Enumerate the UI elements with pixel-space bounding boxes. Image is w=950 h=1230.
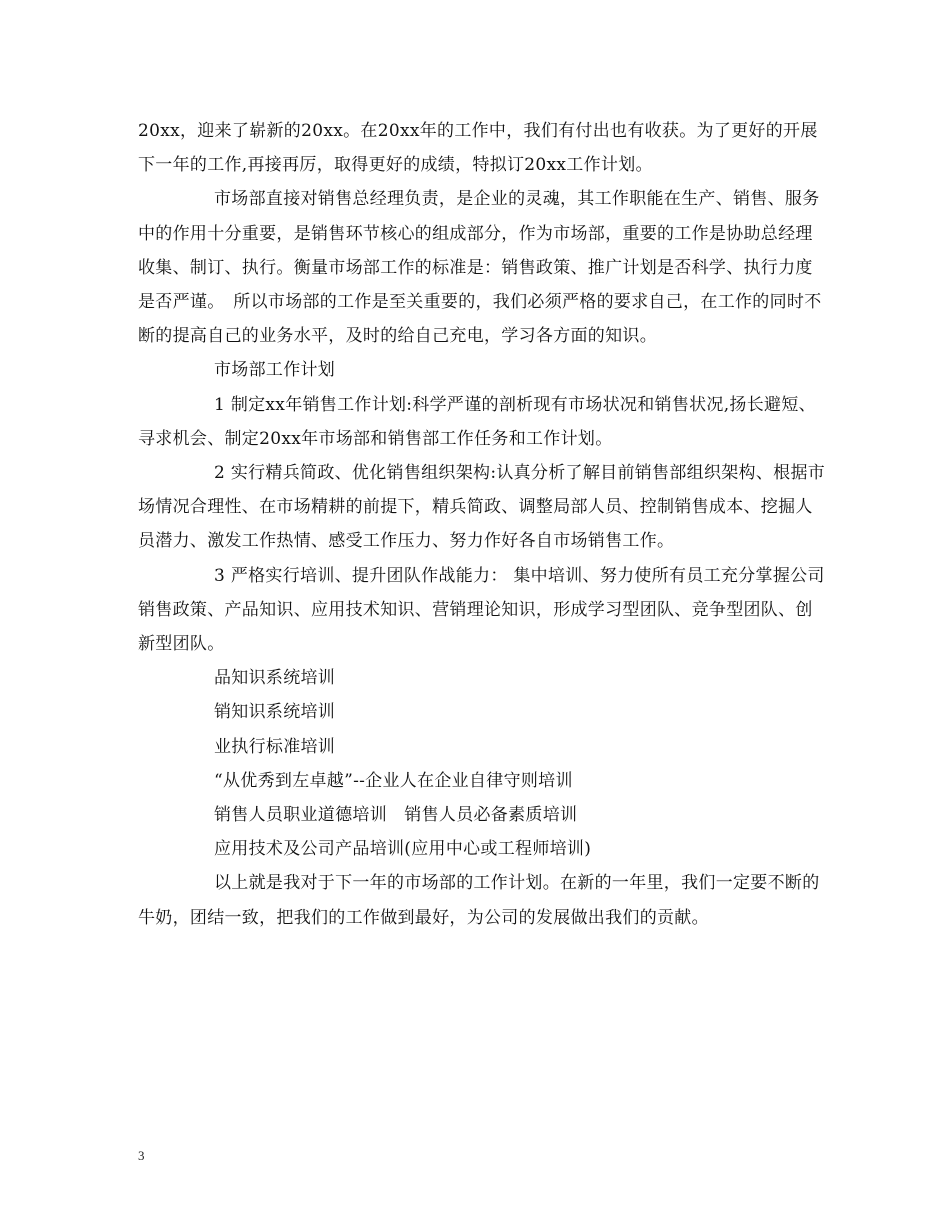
plan-item-3: 3 严格实行培训、提升团队作战能力： 集中培训、努力使所有员工充分掌握公司销售政策、产品知识、应用技术知识、营销理论知识，形成学习型团队、竞争型团队、创新型团队。	[138, 565, 825, 655]
plan-item-2: 2 实行精兵简政、优化销售组织架构:认真分析了解目前销售部组织架构、根据市场情况合理性、在市场精耕的前提下，精兵简政、调整局部人员、控制销售成本、挖掘人员潜力、激发工作热情、感受工作压力、努力作好各自市场销售工作。	[138, 463, 826, 552]
training-item-sales-knowledge: 销知识系统培训	[214, 702, 336, 723]
paragraph-intro: 20xx，迎来了崭新的20xx。在20xx年的工作中，我们有付出也有收获。为了更好的开展下一年的工作,再接再厉，取得更好的成绩，特拟订20xx工作计划。	[138, 121, 818, 176]
page-number: 3	[138, 1148, 145, 1163]
training-item-technology-products: 应用技术及公司产品培训(应用中心或工程师培训)	[214, 839, 592, 860]
paragraph-market-department-role: 市场部直接对销售总经理负责，是企业的灵魂，其工作职能在生产、销售、服务中的作用十分重要，是销售环节核心的组成部分，作为市场部，重要的工作是协助总经理收集、制订、执行。衡量市场部工作的标准是：销售政策、推广计划是否科学、执行力度是否严谨。 所以市场部的工作是至关重要的，我们必须严格的要求自己，在工作的同时不断的提高自己的业务水平，及时的给自己充电，学习各方面的知识。	[138, 189, 822, 347]
training-item-excellence: “从优秀到左卓越”--企业人在企业自律守则培训	[214, 770, 573, 791]
paragraph-conclusion: 以上就是我对于下一年的市场部的工作计划。在新的一年里，我们一定要不断的牛奶，团结一致，把我们的工作做到最好，为公司的发展做出我们的贡献。	[138, 873, 820, 928]
section-heading-work-plan: 市场部工作计划	[214, 360, 336, 381]
training-item-execution-standard: 业执行标准培训	[214, 736, 336, 757]
training-item-ethics-quality: 销售人员职业道德培训 销售人员必备素质培训	[214, 805, 578, 826]
training-item-product-knowledge: 品知识系统培训	[214, 668, 336, 689]
plan-item-1: 1 制定xx年销售工作计划:科学严谨的剖析现有市场状况和销售状况,扬长避短、寻求机会、制定20xx年市场部和销售部工作任务和工作计划。	[138, 394, 816, 449]
document-body	[138, 114, 828, 935]
